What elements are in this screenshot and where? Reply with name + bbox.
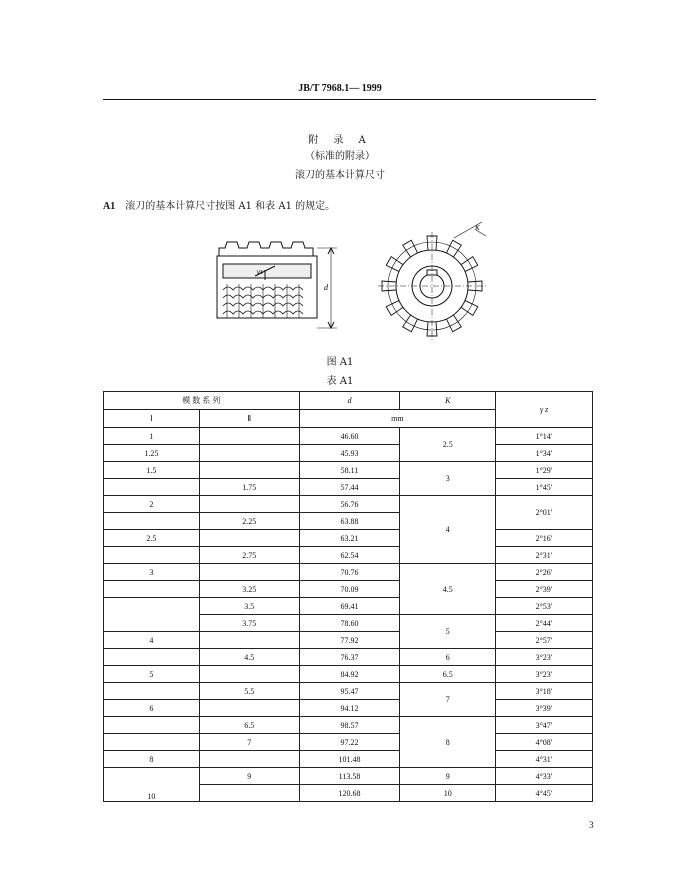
table-row bbox=[104, 598, 593, 615]
cell-d: 95.47 bbox=[299, 683, 400, 700]
cell-d: 46.60 bbox=[299, 428, 400, 445]
table-caption: 表 A1 bbox=[326, 376, 354, 387]
unit-header: mm bbox=[299, 410, 496, 428]
table-row bbox=[104, 479, 593, 496]
cell-k: 7 bbox=[400, 683, 496, 717]
cell-m1 bbox=[104, 513, 200, 530]
series-1-header: Ⅰ bbox=[104, 410, 200, 428]
table-row bbox=[104, 462, 593, 479]
cell-m2 bbox=[199, 428, 299, 445]
appendix-subtitle: 滚刀的基本计算尺寸 bbox=[295, 170, 385, 181]
header-row-1 bbox=[104, 392, 593, 410]
cell-k: 10 bbox=[400, 785, 496, 802]
cell-m2: 7 bbox=[199, 734, 299, 751]
table-row bbox=[104, 547, 593, 564]
clause-text: 滚刀的基本计算尺寸按图 A1 和表 A1 的规定。 bbox=[125, 201, 336, 212]
module-series-header: 模 数 系 列 bbox=[104, 392, 300, 410]
cell-gamma: 1°14′ bbox=[496, 428, 593, 445]
cell-k: 8 bbox=[400, 717, 496, 768]
cell-gamma: 4°08′ bbox=[496, 734, 593, 751]
page-number: 3 bbox=[589, 820, 594, 830]
cell-m2 bbox=[199, 666, 299, 683]
series-2-header: Ⅱ bbox=[199, 410, 299, 428]
table-row bbox=[104, 734, 593, 751]
table-row bbox=[104, 751, 593, 768]
k-header: K bbox=[400, 392, 496, 410]
cell-k: 2.5 bbox=[400, 428, 496, 462]
table-row bbox=[104, 683, 593, 700]
cell-m1 bbox=[104, 598, 200, 632]
cell-m2: 6.5 bbox=[199, 717, 299, 734]
cell-k: 3 bbox=[400, 462, 496, 496]
table-row bbox=[104, 445, 593, 462]
cell-d: 57.44 bbox=[299, 479, 400, 496]
cell-gamma: 3°23′ bbox=[496, 649, 593, 666]
cell-d: 120.68 bbox=[299, 785, 400, 802]
cell-gamma: 3°39′ bbox=[496, 700, 593, 717]
cell-d: 56.76 bbox=[299, 496, 400, 513]
gamma-label: γz bbox=[257, 268, 263, 276]
cell-k: 4 bbox=[400, 496, 496, 564]
cell-k: 6 bbox=[400, 649, 496, 666]
appendix-note: （标准的附录） bbox=[305, 151, 375, 162]
cell-k: 9 bbox=[400, 768, 496, 785]
cell-m1: 10 bbox=[104, 768, 200, 802]
cell-gamma: 1°29′ bbox=[496, 462, 593, 479]
clause-a1 bbox=[103, 197, 335, 212]
cell-d: 63.88 bbox=[299, 513, 400, 530]
cell-m2: 2.25 bbox=[199, 513, 299, 530]
cell-m2: 3.25 bbox=[199, 581, 299, 598]
cell-gamma: 2°57′ bbox=[496, 632, 593, 649]
cell-k: 5 bbox=[400, 615, 496, 649]
cell-gamma: 4°33′ bbox=[496, 768, 593, 785]
table-a1 bbox=[103, 391, 593, 802]
cell-d: 70.76 bbox=[299, 564, 400, 581]
cell-m2 bbox=[199, 632, 299, 649]
cell-gamma: 1°34′ bbox=[496, 445, 593, 462]
cell-m1: 4 bbox=[104, 632, 200, 649]
cell-d: 94.12 bbox=[299, 700, 400, 717]
hob-drawing bbox=[205, 218, 495, 350]
appendix-title: 附 录 A bbox=[308, 135, 372, 146]
cell-m2 bbox=[199, 445, 299, 462]
d-header: d bbox=[299, 392, 400, 410]
cell-m1: 3 bbox=[104, 564, 200, 581]
cell-m1 bbox=[104, 649, 200, 666]
table-row bbox=[104, 649, 593, 666]
cell-m1: 2.5 bbox=[104, 530, 200, 547]
cell-m2: 3.5 bbox=[199, 598, 299, 615]
cell-m1 bbox=[104, 581, 200, 598]
cell-m1: 1.5 bbox=[104, 462, 200, 479]
table-row bbox=[104, 700, 593, 717]
cell-d: 101.48 bbox=[299, 751, 400, 768]
cell-m2 bbox=[199, 564, 299, 581]
cell-gamma: 4°31′ bbox=[496, 751, 593, 768]
cell-gamma: 2°16′ bbox=[496, 530, 593, 547]
cell-gamma: 1°45′ bbox=[496, 479, 593, 496]
table-row bbox=[104, 717, 593, 734]
cell-d: 78.60 bbox=[299, 615, 400, 632]
cell-d: 76.37 bbox=[299, 649, 400, 666]
cell-m1: 1 bbox=[104, 428, 200, 445]
cell-d: 62.54 bbox=[299, 547, 400, 564]
cell-d: 70.09 bbox=[299, 581, 400, 598]
cell-m1: 6 bbox=[104, 700, 200, 717]
cell-m2 bbox=[199, 462, 299, 479]
cell-m2 bbox=[199, 785, 299, 802]
cell-m1: 8 bbox=[104, 751, 200, 768]
figure-caption: 图 A1 bbox=[326, 357, 354, 368]
clause-number: A1 bbox=[103, 201, 116, 212]
cell-gamma: 2°01′ bbox=[496, 496, 593, 530]
table-row bbox=[104, 666, 593, 683]
cell-m1: 1.25 bbox=[104, 445, 200, 462]
standard-code: JB/T 7968.1— 1999 bbox=[298, 83, 382, 94]
cell-d: 77.92 bbox=[299, 632, 400, 649]
cell-m2: 1.75 bbox=[199, 479, 299, 496]
cell-d: 45.93 bbox=[299, 445, 400, 462]
cell-k: 4.5 bbox=[400, 564, 496, 615]
table-row bbox=[104, 496, 593, 513]
cell-gamma: 3°23′ bbox=[496, 666, 593, 683]
cell-m2: 2.75 bbox=[199, 547, 299, 564]
cell-gamma: 2°31′ bbox=[496, 547, 593, 564]
cell-d: 98.57 bbox=[299, 717, 400, 734]
cell-m2 bbox=[199, 700, 299, 717]
cell-gamma: 3°18′ bbox=[496, 683, 593, 700]
cell-m1: 5 bbox=[104, 666, 200, 683]
cell-gamma: 2°53′ bbox=[496, 598, 593, 615]
cell-m2: 3.75 bbox=[199, 615, 299, 632]
cell-m2: 5.5 bbox=[199, 683, 299, 700]
table-row bbox=[104, 632, 593, 649]
cell-m2 bbox=[199, 530, 299, 547]
cell-d: 97.22 bbox=[299, 734, 400, 751]
diameter-label: d bbox=[324, 283, 328, 292]
table-row bbox=[104, 530, 593, 547]
table-row bbox=[104, 768, 593, 785]
cell-gamma: 3°47′ bbox=[496, 717, 593, 734]
k-label: K bbox=[475, 224, 480, 232]
cell-m1 bbox=[104, 717, 200, 734]
table-row bbox=[104, 581, 593, 598]
cell-gamma: 2°26′ bbox=[496, 564, 593, 581]
table-row bbox=[104, 564, 593, 581]
cell-m1 bbox=[104, 547, 200, 564]
header-rule bbox=[103, 99, 596, 100]
cell-m2: 4.5 bbox=[199, 649, 299, 666]
cell-k: 6.5 bbox=[400, 666, 496, 683]
cell-m1 bbox=[104, 683, 200, 700]
figure-a1 bbox=[205, 218, 495, 350]
cell-d: 63.21 bbox=[299, 530, 400, 547]
cell-d: 58.11 bbox=[299, 462, 400, 479]
cell-gamma: 2°39′ bbox=[496, 581, 593, 598]
cell-m2 bbox=[199, 751, 299, 768]
hob-side-view bbox=[217, 242, 337, 328]
cell-m1 bbox=[104, 734, 200, 751]
cell-d: 84.92 bbox=[299, 666, 400, 683]
cell-m2 bbox=[199, 496, 299, 513]
cell-gamma: 4°45′ bbox=[496, 785, 593, 802]
hob-front-view bbox=[378, 222, 486, 340]
cell-m1 bbox=[104, 479, 200, 496]
cell-d: 69.41 bbox=[299, 598, 400, 615]
cell-d: 113.58 bbox=[299, 768, 400, 785]
cell-m2: 9 bbox=[199, 768, 299, 785]
table-row bbox=[104, 428, 593, 445]
cell-gamma: 2°44′ bbox=[496, 615, 593, 632]
gamma-header: γ z bbox=[496, 392, 593, 428]
cell-m1: 2 bbox=[104, 496, 200, 513]
